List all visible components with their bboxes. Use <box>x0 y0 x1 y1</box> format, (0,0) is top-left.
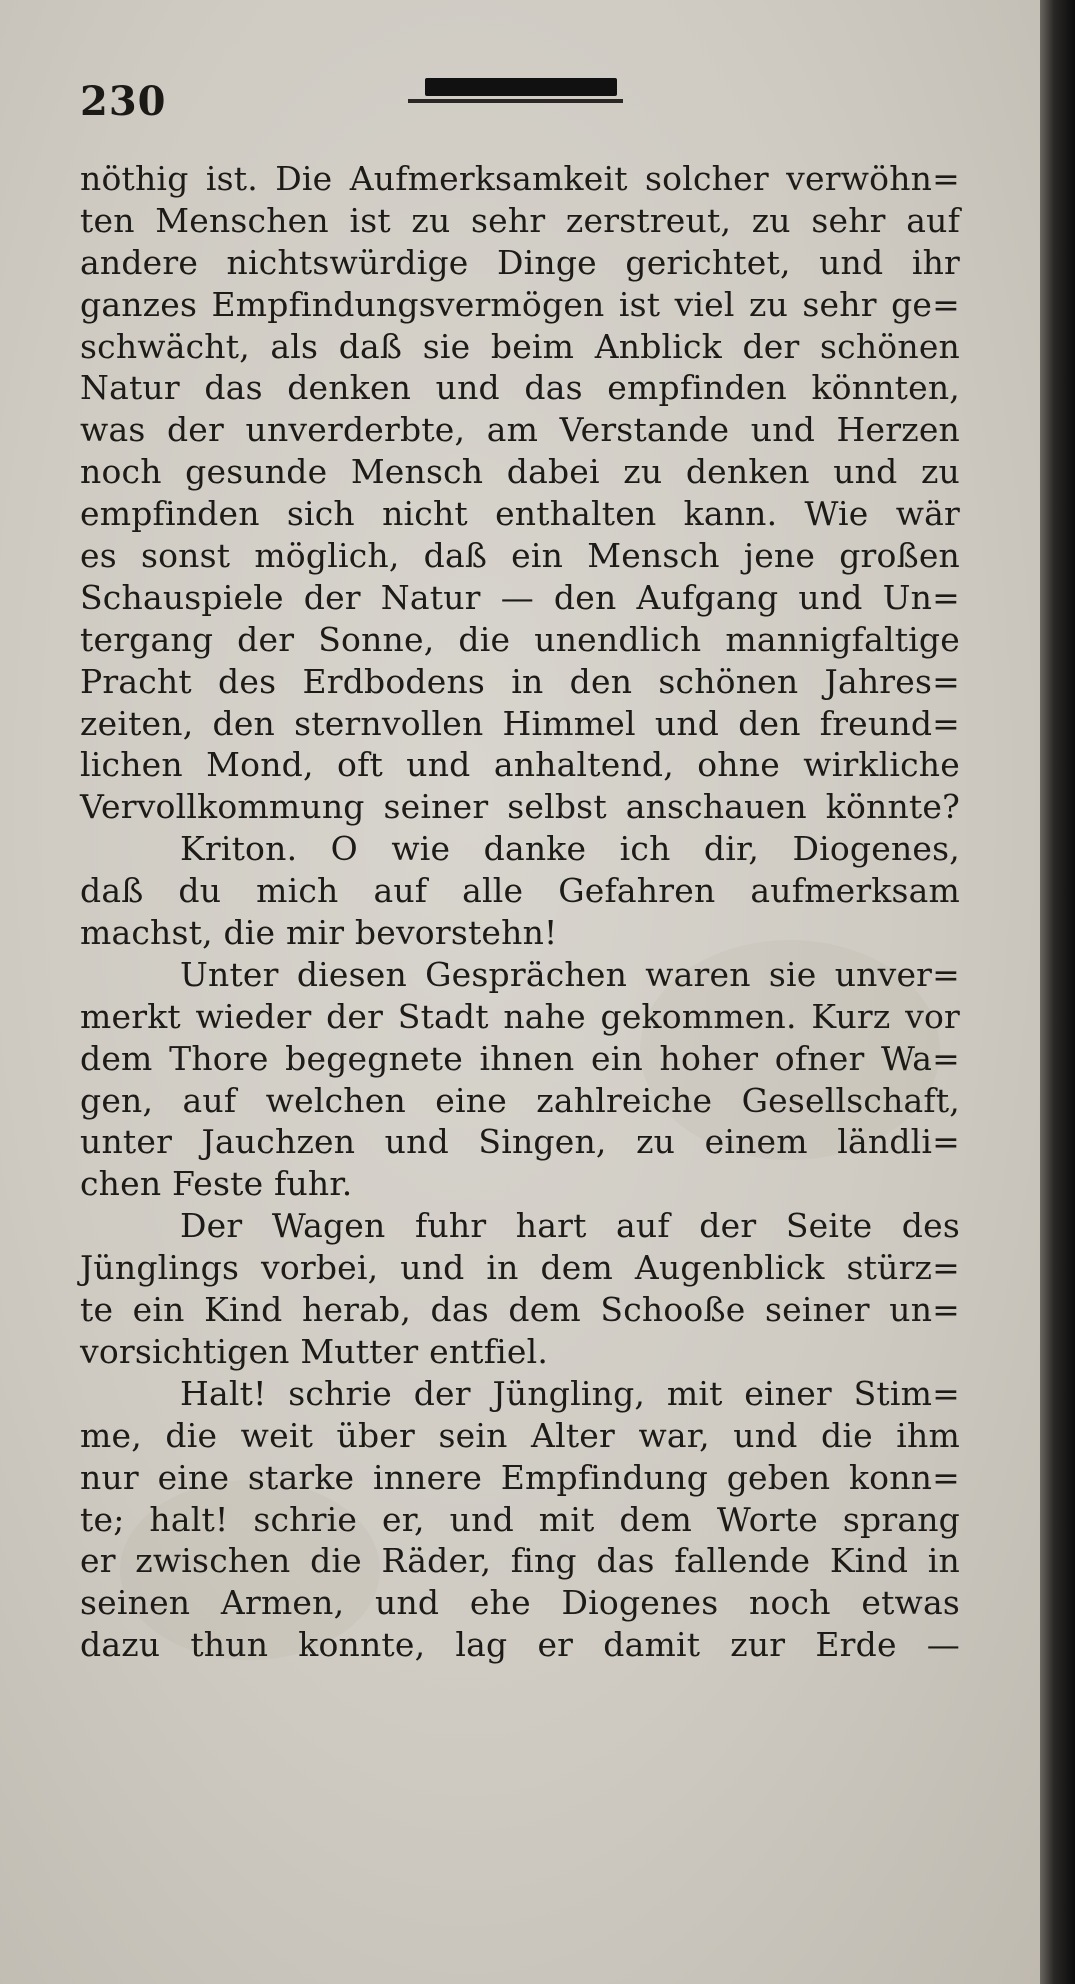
text-line: tergang der Sonne, die unendlich mannigfaltige <box>80 619 960 659</box>
text-line: te ein Kind herab, das dem Schooße seiner un= <box>80 1290 960 1330</box>
text-line: Natur das denken und das empfinden könnten, <box>80 368 960 408</box>
text-line: zeiten, den sternvollen Himmel und den freund= <box>80 703 960 743</box>
text-line: unter Jauchzen und Singen, zu einem ländli= <box>80 1122 960 1162</box>
page-number: 230 <box>80 78 167 125</box>
text-line: daß du mich auf alle Gefahren aufmerksam <box>80 871 960 911</box>
text-line: chen Feste fuhr. <box>80 1164 353 1204</box>
text-line: dazu thun konnte, lag er damit zur Erde — <box>80 1625 960 1665</box>
text-line: empfinden sich nicht enthalten kann. Wie wär <box>80 494 960 534</box>
text-line: merkt wieder der Stadt nahe gekommen. Kurz vor <box>80 996 960 1036</box>
text-line: nur eine starke innere Empfindung geben konn= <box>80 1457 960 1497</box>
body-text <box>80 158 960 1666</box>
text-line: ten Menschen ist zu sehr zerstreut, zu sehr auf <box>80 200 960 240</box>
text-line: andere nichtswürdige Dinge gerichtet, und ihr <box>80 242 960 282</box>
text-line: ganzes Empfindungsvermögen ist viel zu sehr ge= <box>80 284 960 324</box>
text-line: noch gesunde Mensch dabei zu denken und zu <box>80 452 960 492</box>
text-line: gen, auf welchen eine zahlreiche Gesellschaft, <box>80 1080 960 1120</box>
text-line: Unter diesen Gesprächen waren sie unver= <box>180 954 960 994</box>
book-binding-edge <box>1040 0 1075 1984</box>
text-line: nöthig ist. Die Aufmerksamkeit solcher verwöhn= <box>80 159 960 198</box>
text-line: seinen Armen, und ehe Diogenes noch etwas <box>80 1583 960 1623</box>
text-line: es sonst möglich, daß ein Mensch jene großen <box>80 536 960 576</box>
text-line: vorsichtigen Mutter entfiel. <box>80 1331 549 1371</box>
header-ornament-rule <box>425 78 617 96</box>
text-line: Pracht des Erdbodens in den schönen Jahres= <box>80 661 960 701</box>
text-line: er zwischen die Räder, fing das fallende Kind in <box>80 1541 960 1581</box>
text-line: Kriton. O wie danke ich dir, Diogenes, <box>180 829 960 869</box>
header-ornament-underline <box>408 99 623 103</box>
text-line: Jünglings vorbei, und in dem Augenblick stürz= <box>80 1248 960 1288</box>
text-line: schwächt, als daß sie beim Anblick der schönen <box>80 326 960 366</box>
text-line: dem Thore begegnete ihnen ein hoher ofner Wa= <box>80 1038 960 1078</box>
text-line: Vervollkommung seiner selbst anschauen könnte? <box>80 787 960 827</box>
text-line: was der unverderbte, am Verstande und Herzen <box>80 410 960 450</box>
text-line: lichen Mond, oft und anhaltend, ohne wirkliche <box>80 745 960 785</box>
text-line: Halt! schrie der Jüngling, mit einer Stim= <box>180 1373 960 1413</box>
text-line: Der Wagen fuhr hart auf der Seite des <box>180 1206 960 1246</box>
text-line: Schauspiele der Natur — den Aufgang und Un= <box>80 577 960 617</box>
text-line: te; halt! schrie er, und mit dem Worte sprang <box>80 1499 960 1539</box>
text-line: machst, die mir bevorstehn! <box>80 913 558 953</box>
text-line: me, die weit über sein Alter war, und die ihm <box>80 1415 960 1455</box>
